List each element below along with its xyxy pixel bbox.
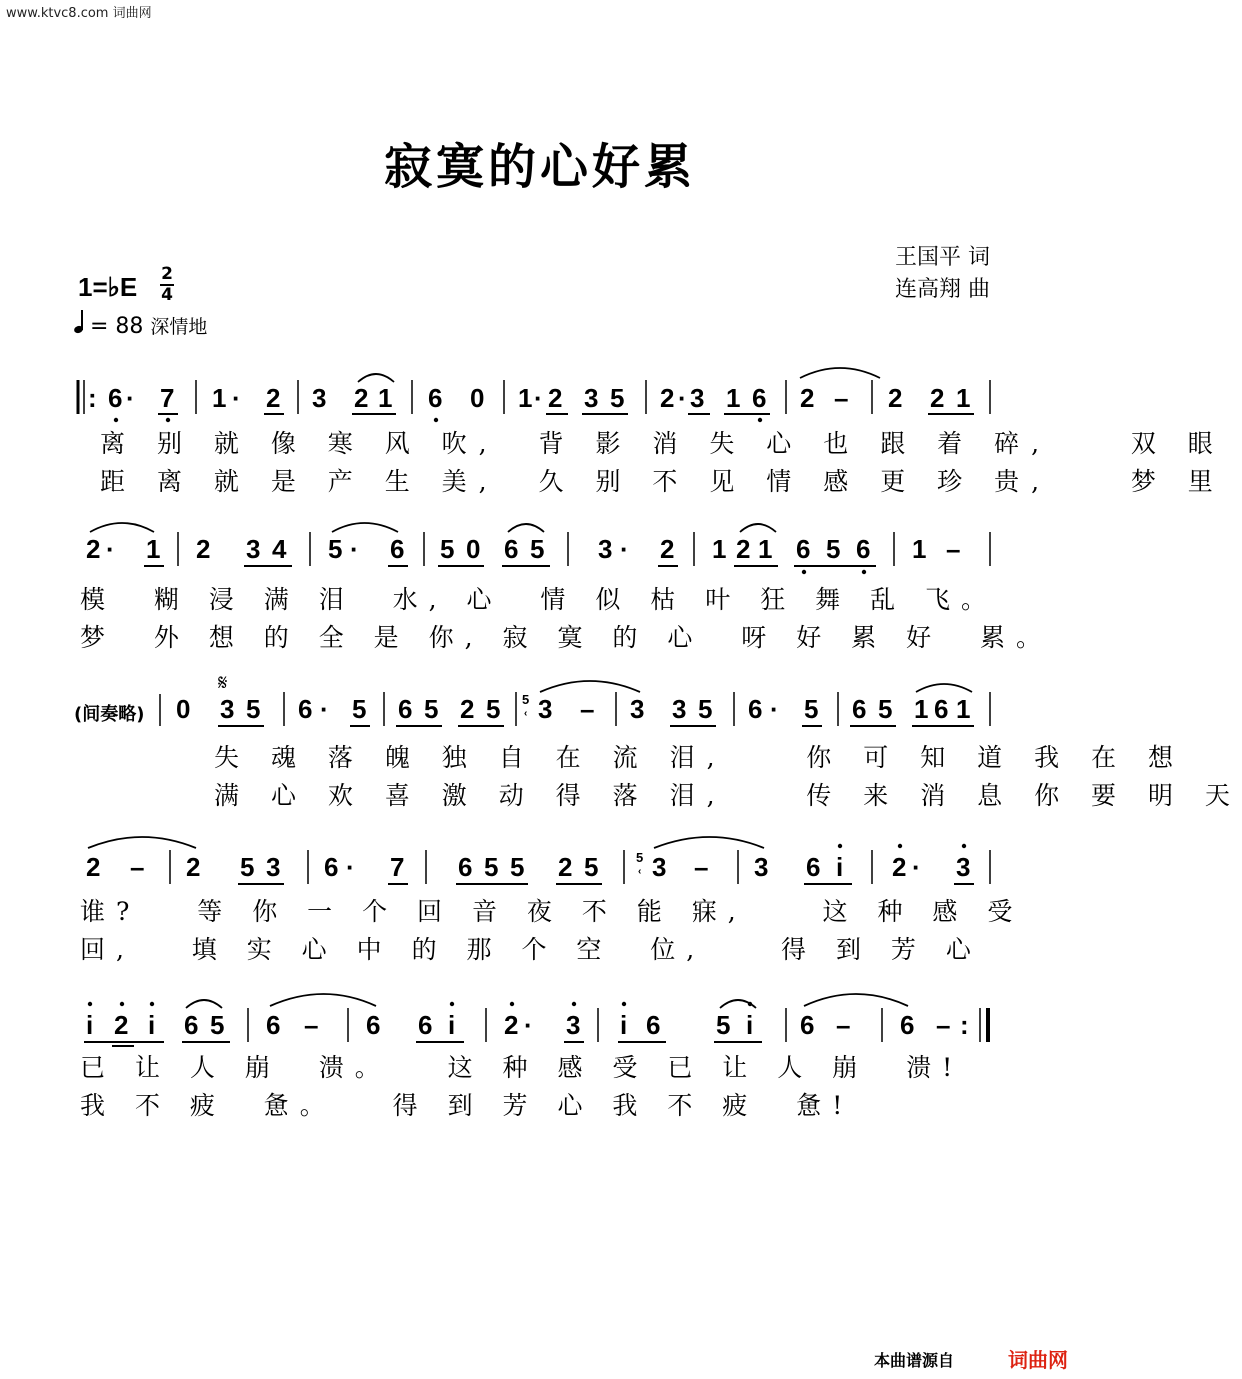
svg-text:𝄋: 𝄋 — [218, 670, 228, 695]
svg-text:–: – — [936, 1010, 951, 1040]
svg-text:2: 2 — [548, 383, 563, 413]
svg-text::: : — [960, 1010, 969, 1040]
svg-text:3: 3 — [630, 694, 645, 724]
svg-text:2: 2 — [660, 534, 675, 564]
footer-source-label: 本曲谱源自 — [873, 1351, 954, 1370]
time-sig-top: 2 — [161, 264, 173, 284]
svg-text:i: i — [448, 1010, 456, 1040]
svg-text:6: 6 — [108, 383, 123, 413]
svg-text:2: 2 — [930, 383, 945, 413]
svg-text:5: 5 — [440, 534, 455, 564]
svg-text:–: – — [694, 852, 709, 882]
svg-text:6: 6 — [796, 534, 811, 564]
svg-text:‹: ‹ — [638, 866, 642, 877]
svg-text::: : — [88, 383, 97, 413]
svg-text:1: 1 — [212, 383, 227, 413]
svg-text:0: 0 — [176, 694, 191, 724]
svg-text:5: 5 — [878, 694, 893, 724]
svg-text:5: 5 — [804, 694, 819, 724]
song-title: 寂寞的心好累 — [383, 139, 696, 195]
svg-text:1: 1 — [956, 383, 971, 413]
svg-text:2: 2 — [736, 534, 751, 564]
svg-text:5: 5 — [636, 850, 644, 865]
notation-row-1 — [78, 368, 990, 422]
svg-text:6: 6 — [398, 694, 413, 724]
svg-text:1: 1 — [912, 534, 927, 564]
svg-text:3: 3 — [584, 383, 599, 413]
svg-text:3: 3 — [538, 694, 553, 724]
svg-text:1: 1 — [956, 694, 971, 724]
svg-text:5: 5 — [610, 383, 625, 413]
svg-text:6: 6 — [752, 383, 767, 413]
svg-text:3: 3 — [652, 852, 667, 882]
svg-text:5: 5 — [584, 852, 599, 882]
svg-text:3: 3 — [566, 1010, 581, 1040]
svg-text:·: · — [678, 383, 687, 413]
svg-text:5: 5 — [530, 534, 545, 564]
svg-text:–: – — [946, 534, 961, 564]
svg-text:·: · — [524, 1010, 533, 1040]
svg-text:7: 7 — [160, 383, 175, 413]
svg-text:–: – — [130, 852, 145, 882]
lyrics-row5-verse2: 我 不 疲 惫。 得 到 芳 心 我 不 疲 惫! — [80, 1091, 854, 1120]
notation-row-5 — [84, 994, 988, 1046]
svg-text:·: · — [912, 852, 921, 882]
notation-row-4 — [86, 837, 990, 884]
svg-text:·: · — [534, 383, 543, 413]
svg-text:6: 6 — [852, 694, 867, 724]
svg-text:1: 1 — [712, 534, 727, 564]
svg-text:‹: ‹ — [524, 708, 528, 719]
svg-text:5: 5 — [240, 852, 255, 882]
svg-text:2: 2 — [266, 383, 281, 413]
svg-text:5: 5 — [352, 694, 367, 724]
svg-text:3: 3 — [754, 852, 769, 882]
svg-text:2: 2 — [86, 852, 101, 882]
svg-text:5: 5 — [424, 694, 439, 724]
svg-text:3: 3 — [598, 534, 613, 564]
svg-text:6: 6 — [504, 534, 519, 564]
svg-text:6: 6 — [324, 852, 339, 882]
svg-text:1: 1 — [726, 383, 741, 413]
svg-text:6: 6 — [800, 1010, 815, 1040]
lyrics-row1-verse2: 距 离 就 是 产 生 美, 久 别 不 见 情 感 更 珍 贵, 梦 里 — [100, 467, 1225, 496]
svg-text:5: 5 — [210, 1010, 225, 1040]
svg-text:5: 5 — [522, 692, 530, 707]
lyricist-credit: 王国平 词 — [895, 245, 990, 270]
svg-text:3: 3 — [956, 852, 971, 882]
svg-text:7: 7 — [390, 852, 405, 882]
svg-text:5: 5 — [328, 534, 343, 564]
svg-text:5: 5 — [716, 1010, 731, 1040]
lyrics-row1-verse1: 离 别 就 像 寒 风 吹, 背 影 消 失 心 也 跟 着 碎, 双 眼 — [100, 429, 1225, 458]
svg-text:–: – — [304, 1010, 319, 1040]
svg-text:3: 3 — [672, 694, 687, 724]
svg-text:2: 2 — [504, 1010, 519, 1040]
svg-text:5: 5 — [698, 694, 713, 724]
lyrics-row4-verse2: 回, 填 实 心 中 的 那 个 空 位, 得 到 芳 心 — [80, 935, 982, 964]
svg-text:2: 2 — [196, 534, 211, 564]
svg-text:–: – — [580, 694, 595, 724]
svg-text:3: 3 — [220, 694, 235, 724]
svg-text:2: 2 — [888, 383, 903, 413]
svg-text:3: 3 — [246, 534, 261, 564]
interlude-label: (间奏略) — [74, 704, 145, 725]
svg-text:5: 5 — [486, 694, 501, 724]
svg-text:i: i — [836, 852, 844, 882]
svg-text:·: · — [770, 694, 779, 724]
svg-text:·: · — [620, 534, 629, 564]
svg-text:5: 5 — [246, 694, 261, 724]
svg-text:5: 5 — [510, 852, 525, 882]
tempo-value: = 88 — [90, 314, 144, 339]
svg-text:–: – — [834, 383, 849, 413]
svg-text:6: 6 — [646, 1010, 661, 1040]
svg-text:·: · — [350, 534, 359, 564]
svg-text:6: 6 — [366, 1010, 381, 1040]
time-sig-bottom: 4 — [161, 285, 173, 305]
svg-text:3: 3 — [266, 852, 281, 882]
svg-text:2: 2 — [114, 1010, 129, 1040]
svg-text:1: 1 — [378, 383, 393, 413]
svg-text:2: 2 — [186, 852, 201, 882]
svg-text:1: 1 — [146, 534, 161, 564]
svg-text:5: 5 — [484, 852, 499, 882]
svg-text:4: 4 — [272, 534, 287, 564]
svg-text:2: 2 — [660, 383, 675, 413]
svg-text:0: 0 — [470, 383, 485, 413]
key-signature: 1=♭E — [78, 272, 138, 302]
footer-site-logo[interactable]: 词曲网 — [1008, 1348, 1068, 1372]
lyrics-row4-verse1: 谁? 等 你 一 个 回 音 夜 不 能 寐, 这 种 感 受 — [80, 897, 1024, 926]
tempo-expression: 深情地 — [150, 316, 208, 338]
site-url[interactable]: www.ktvc8.com 词曲网 — [6, 6, 152, 21]
svg-text:0: 0 — [466, 534, 481, 564]
lyrics-row3-verse1: 失 魂 落 魄 独 自 在 流 泪, 你 可 知 道 我 在 想 — [214, 743, 1185, 772]
svg-text:6: 6 — [418, 1010, 433, 1040]
composer-credit: 连高翔 曲 — [895, 277, 990, 302]
svg-text:6: 6 — [298, 694, 313, 724]
svg-text:3: 3 — [690, 383, 705, 413]
svg-text:2: 2 — [354, 383, 369, 413]
lyrics-row3-verse2: 满 心 欢 喜 激 动 得 落 泪, 传 来 消 息 你 要 明 天 — [214, 781, 1242, 810]
svg-text:i: i — [86, 1010, 94, 1040]
svg-text:6: 6 — [458, 852, 473, 882]
svg-text:6: 6 — [934, 694, 949, 724]
svg-text:6: 6 — [390, 534, 405, 564]
lyrics-row2-verse2: 梦 外 想 的 全 是 你, 寂 寞 的 心 呀 好 累 好 累。 — [80, 623, 1052, 652]
svg-text:i: i — [620, 1010, 628, 1040]
svg-text:6: 6 — [748, 694, 763, 724]
svg-text:i: i — [746, 1010, 754, 1040]
svg-text:1: 1 — [518, 383, 533, 413]
svg-text:i: i — [148, 1010, 156, 1040]
svg-text:1: 1 — [758, 534, 773, 564]
svg-text:·: · — [232, 383, 241, 413]
svg-text:·: · — [126, 383, 135, 413]
svg-text:3: 3 — [312, 383, 327, 413]
svg-text:6: 6 — [184, 1010, 199, 1040]
svg-text:2: 2 — [800, 383, 815, 413]
notation-row-2 — [86, 523, 990, 574]
svg-text:6: 6 — [900, 1010, 915, 1040]
lyrics-row5-verse1: 已 让 人 崩 溃。 这 种 感 受 已 让 人 崩 溃! — [80, 1053, 964, 1082]
notation-row-3 — [160, 670, 990, 726]
svg-text:6: 6 — [266, 1010, 281, 1040]
svg-text:2: 2 — [460, 694, 475, 724]
svg-text:·: · — [106, 534, 115, 564]
svg-text:5: 5 — [826, 534, 841, 564]
svg-text:1: 1 — [914, 694, 929, 724]
svg-text:·: · — [346, 852, 355, 882]
svg-text:–: – — [836, 1010, 851, 1040]
svg-text:2: 2 — [892, 852, 907, 882]
lyrics-row2-verse1: 模 糊 浸 满 泪 水, 心 情 似 枯 叶 狂 舞 乱 飞。 — [80, 585, 998, 614]
svg-text:2: 2 — [558, 852, 573, 882]
svg-text:6: 6 — [428, 383, 443, 413]
svg-text:·: · — [320, 694, 329, 724]
svg-text:6: 6 — [856, 534, 871, 564]
svg-text:6: 6 — [806, 852, 821, 882]
svg-text:2: 2 — [86, 534, 101, 564]
